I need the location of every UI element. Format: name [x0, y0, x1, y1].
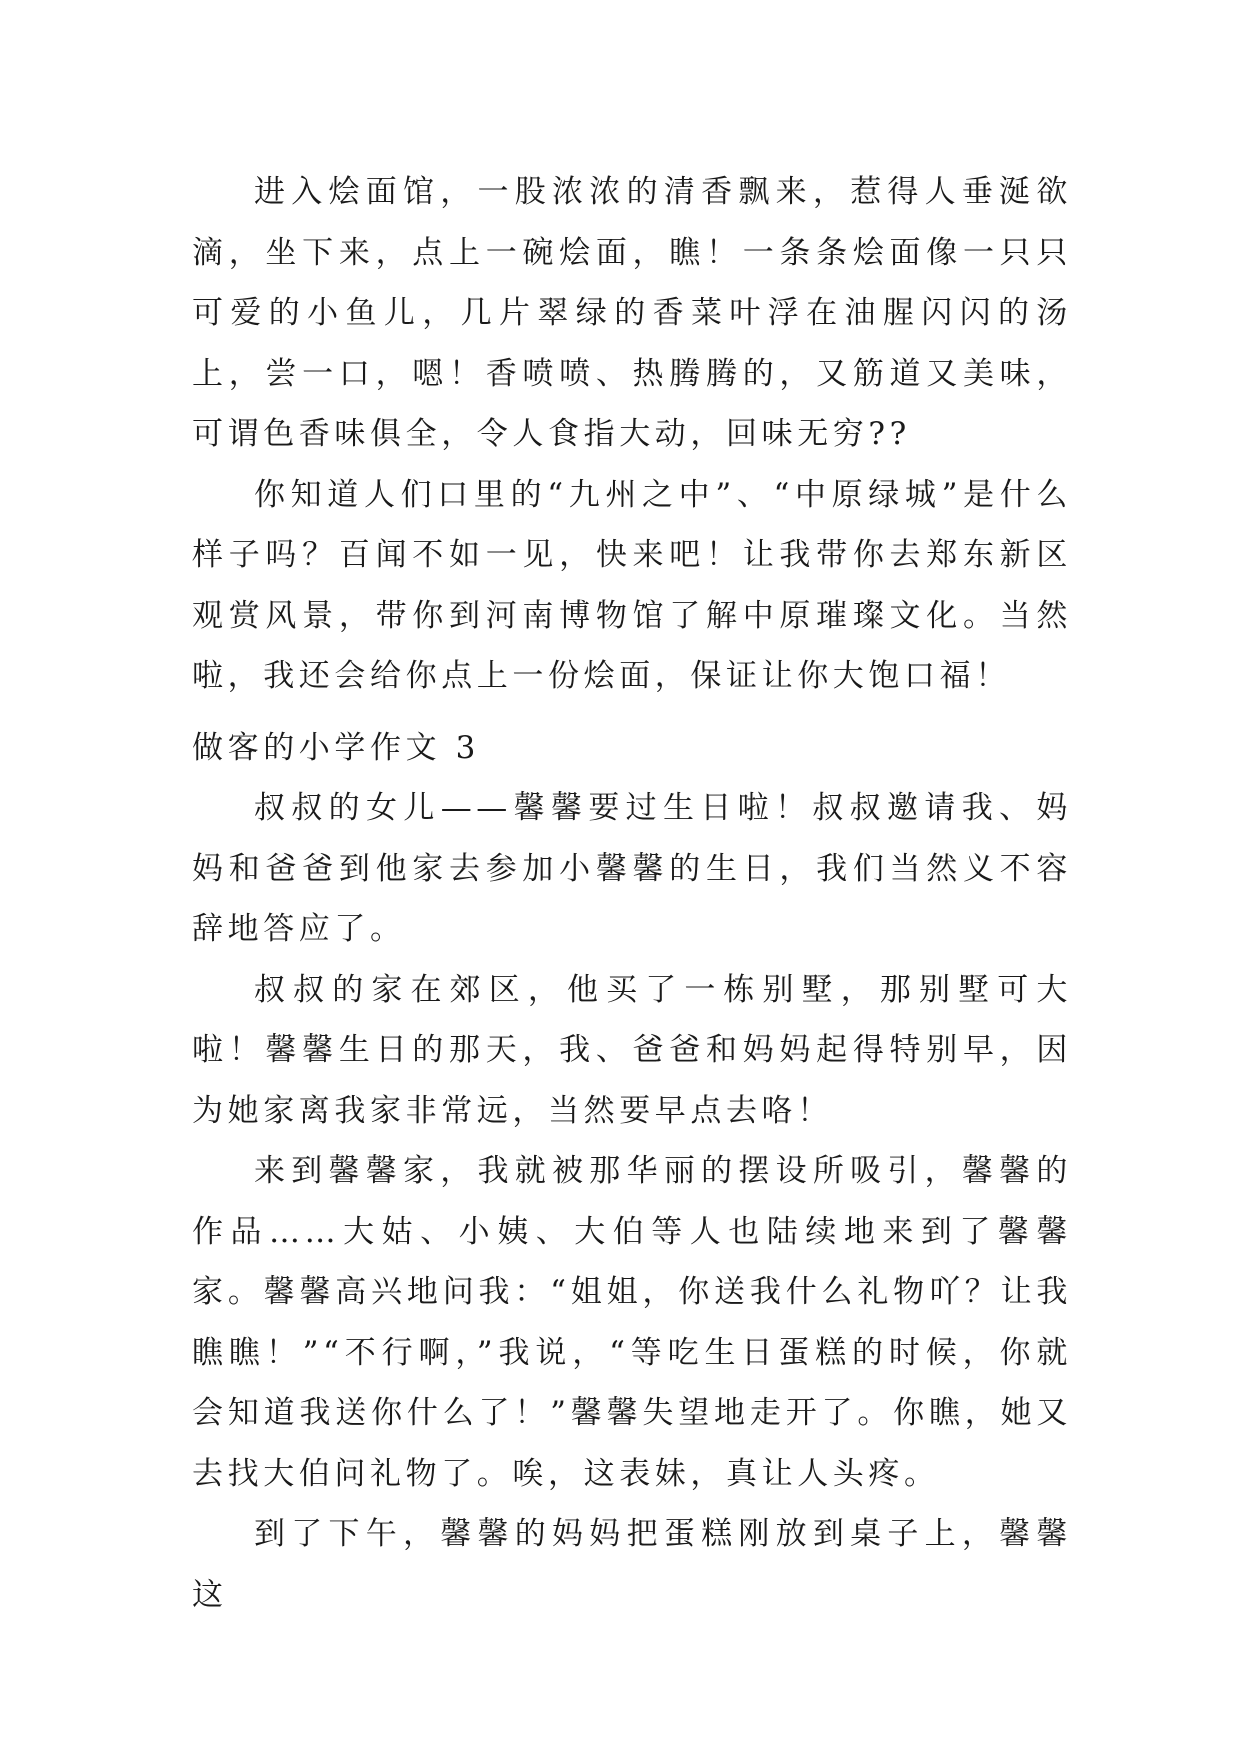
paragraph-gift: 来到馨馨家，我就被那华丽的摆设所吸引，馨馨的作品……大姑、小姨、大伯等人也陆续地来到了馨馨家。馨馨高兴地问我：“姐姐，你送我什么礼物吖？让我瞧瞧！”“不行啊，”我说，“等吃生日蛋糕的时候，你就会知道我送你什么了！”馨馨失望地走开了。你瞧，她又去找大伯问礼物了。唉，这表妹，真让人头疼。	[192, 1153, 1072, 1492]
essay-section-1	[192, 162, 1072, 707]
paragraph-afternoon: 到了下午，馨馨的妈妈把蛋糕刚放到桌子上，馨馨这	[192, 1516, 1072, 1613]
paragraph-noodle-shop: 进入烩面馆，一股浓浓的清香飘来，惹得人垂涎欲滴，坐下来，点上一碗烩面，瞧！一条条烩面像一只只可爱的小鱼儿，几片翠绿的香菜叶浮在油腥闪闪的汤上，尝一口，嗯！香喷喷、热腾腾的，又筋道又美味，可谓色香味俱全，令人食指大动，回味无穷??	[192, 174, 1072, 452]
essay-section-2	[192, 778, 1072, 1625]
essay-title: 做客的小学作文 3	[192, 730, 480, 766]
paragraph-invitation: 你知道人们口里的“九州之中”、“中原绿城”是什么样子吗？百闻不如一见，快来吧！让我带你去郑东新区观赏风景，带你到河南博物馆了解中原璀璨文化。当然啦，我还会给你点上一份烩面，保证让你大饱口福！	[192, 476, 1072, 694]
paragraph-birthday-intro: 叔叔的女儿——馨馨要过生日啦！叔叔邀请我、妈妈和爸爸到他家去参加小馨馨的生日，我们当然义不容辞地答应了。	[192, 790, 1072, 947]
paragraph-villa: 叔叔的家在郊区，他买了一栋别墅，那别墅可大啦！馨馨生日的那天，我、爸爸和妈妈起得特别早，因为她家离我家非常远，当然要早点去咯！	[192, 971, 1072, 1129]
